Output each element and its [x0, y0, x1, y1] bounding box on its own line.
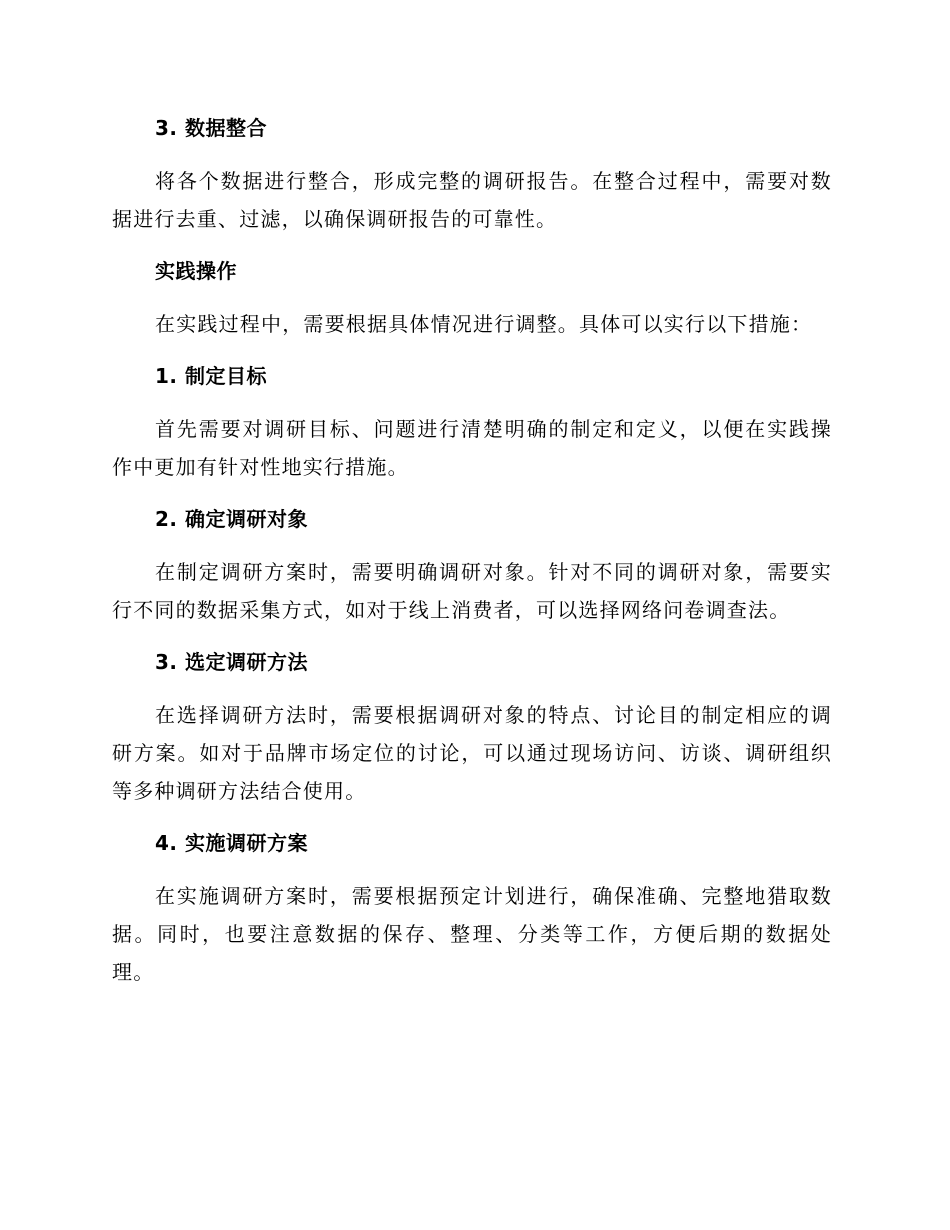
section-determine-subjects	[112, 503, 832, 629]
section-paragraph: 在制定调研方案时，需要明确调研对象。针对不同的调研对象，需要实行不同的数据采集方式，如对于线上消费者，可以选择网络问卷调查法。	[112, 560, 832, 622]
section-paragraph: 在选择调研方法时，需要根据调研对象的特点、讨论目的制定相应的调研方案。如对于品牌市场定位的讨论，可以通过现场访问、访谈、调研组织等多种调研方法结合使用。	[112, 703, 832, 803]
section-heading: 实践操作	[155, 259, 237, 283]
section-heading: 3. 选定调研方法	[155, 650, 308, 674]
section-practice	[112, 255, 832, 343]
section-paragraph: 将各个数据进行整合，形成完整的调研报告。在整合过程中，需要对数据进行去重、过滤，以确保调研报告的可靠性。	[112, 169, 832, 231]
section-data-integration	[112, 112, 832, 238]
section-heading: 4. 实施调研方案	[155, 831, 308, 855]
section-heading: 2. 确定调研对象	[155, 507, 308, 531]
section-paragraph: 在实践过程中，需要根据具体情况进行调整。具体可以实行以下措施：	[155, 312, 813, 336]
section-select-methods	[112, 646, 832, 810]
section-paragraph: 首先需要对调研目标、问题进行清楚明确的制定和定义，以便在实践操作中更加有针对性地实行措施。	[112, 417, 832, 479]
section-heading: 1. 制定目标	[155, 364, 267, 388]
section-set-goals	[112, 360, 832, 486]
section-heading: 3. 数据整合	[155, 116, 267, 140]
section-implement-plan	[112, 827, 832, 991]
section-paragraph: 在实施调研方案时，需要根据预定计划进行，确保准确、完整地猎取数据。同时，也要注意数据的保存、整理、分类等工作，方便后期的数据处理。	[112, 884, 832, 984]
document-body	[112, 112, 832, 1008]
